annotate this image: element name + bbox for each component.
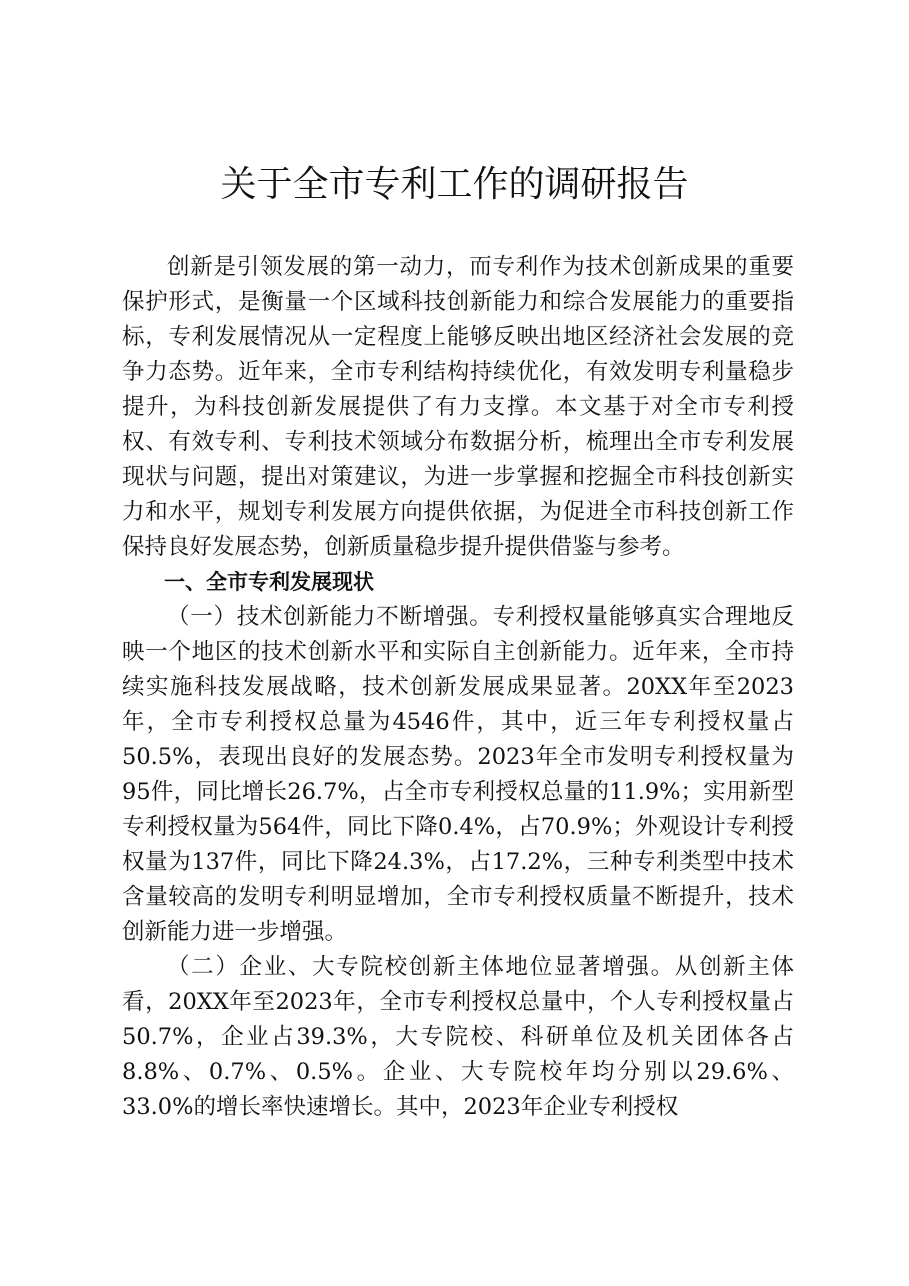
section-heading: 一、全市专利发展现状 [164,570,374,594]
paragraph-section-2: （二）企业、大专院校创新主体地位显著增强。从创新主体看，20XX年至2023年，全市专利授权总量中，个人专利授权量占50.7%，企业占39.3%，大专院校、科研单位及机关团体各占8.8%、0.7%、0.5%。企业、大专院校年均分别以29.6%、33.0%的增长率快速增长。其中，2023年企业专利授权 [122,954,794,1120]
paragraph-intro: 创新是引领发展的第一动力，而专利作为技术创新成果的重要保护形式，是衡量一个区域科技创新能力和综合发展能力的重要指标，专利发展情况从一定程度上能够反映出地区经济社会发展的竞争力态势。近年来，全市专利结构持续优化，有效发明专利量稳步提升，为科技创新发展提供了有力支撑。本文基于对全市专利授权、有效专利、专利技术领域分布数据分析，梳理出全市专利发展现状与问题，提出对策建议，为进一步掌握和挖掘全市科技创新实力和水平，规划专利发展方向提供依据，为促进全市科技创新工作保持良好发展态势，创新质量稳步提升提供借鉴与参考。 [122,254,794,560]
document-body [122,250,794,1125]
paragraph-section-1: （一）技术创新能力不断增强。专利授权量能够真实合理地反映一个地区的技术创新水平和实际自主创新能力。近年来，全市持续实施科技发展战略，技术创新发展成果显著。20XX年至2023年，全市专利授权总量为4546件，其中，近三年专利授权量占50.5%，表现出良好的发展态势。2023年全市发明专利授权量为95件，同比增长26.7%，占全市专利授权总量的11.9%；实用新型专利授权量为564件，同比下降0.4%，占70.9%；外观设计专利授权量为137件，同比下降24.3%，占17.2%，三种专利类型中技术含量较高的发明专利明显增加，全市专利授权质量不断提升，技术创新能力进一步增强。 [122,604,794,945]
document-title: 关于全市专利工作的调研报告 [220,164,689,205]
